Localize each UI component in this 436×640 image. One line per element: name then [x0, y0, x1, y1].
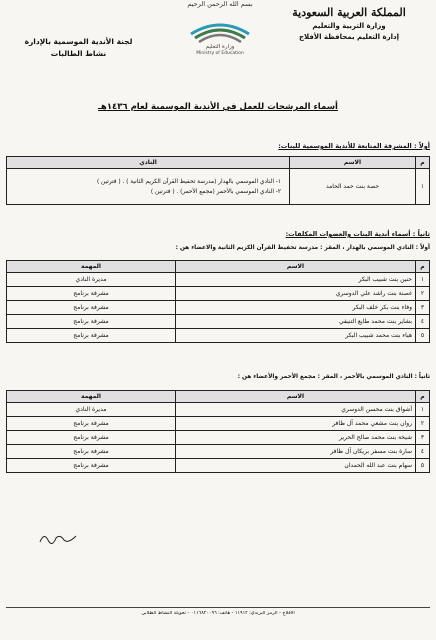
- handwritten-signature: [38, 528, 78, 548]
- ministry-name: وزارة التربية والتعليم: [312, 22, 386, 30]
- row-role: مشرفة برنامج: [7, 315, 176, 329]
- section2-heading: ثانياً : أسماء أندية البنات والعضوات المكلفات:: [285, 230, 430, 238]
- row-role: مشرفة برنامج: [7, 417, 176, 431]
- logo-english-text: Ministry of Education: [196, 51, 244, 56]
- row-name: سهام بنت عبد الله الحمدان: [176, 459, 416, 473]
- header-right: [274, 6, 424, 41]
- row-num: ١: [416, 273, 430, 287]
- club2-table: [6, 390, 430, 473]
- row-name: سارة بنت مسفر بريكان آل ظافر: [176, 445, 416, 459]
- logo-arabic-text: وزارة التعليم: [205, 44, 235, 50]
- row-num: ١: [416, 403, 430, 417]
- row-num: ٢: [416, 287, 430, 301]
- header-left: [16, 34, 141, 58]
- row-role: مشرفة برنامج: [7, 301, 176, 315]
- table-row: [7, 329, 430, 343]
- row-role: مشرفة برنامج: [7, 459, 176, 473]
- row-num: ١: [416, 169, 430, 205]
- row-num: ٥: [416, 329, 430, 343]
- admin-name: إدارة التعليم بمحافظة الأفلاج: [298, 33, 400, 41]
- col-name: الاسم: [176, 391, 416, 403]
- row-num: ٤: [416, 445, 430, 459]
- row-name: أشواق بنت محسن الدوسري: [176, 403, 416, 417]
- row-role: مشرفة برنامج: [7, 431, 176, 445]
- row-name: غصنة بنت راشد علي الدوسري: [176, 287, 416, 301]
- row-clubs: [7, 169, 290, 205]
- footer-address: الأفلاج - الرمز البريدي: ١١٩١٢ - هاتف: ٠١١٦٨٢٠٠٩٦ - تحويلة النشاط الطلابي: [141, 611, 295, 616]
- club-item: ١- النادي الموسمي بالهدار (مدرسة تحفيظ القرآن الكريم الثانية ) . ( فترتين ): [96, 178, 281, 185]
- table-row: [7, 301, 430, 315]
- row-name: روان بنت مشعي محمد آل ظافر: [176, 417, 416, 431]
- row-role: مشرفة برنامج: [7, 329, 176, 343]
- row-num: ٢: [416, 417, 430, 431]
- table-row: [7, 287, 430, 301]
- row-role: مشرفة برنامج: [7, 445, 176, 459]
- row-name: شيخة بنت محمد صالح الحرير: [176, 431, 416, 445]
- row-name: هياء بنت محمد شبيب البكر: [176, 329, 416, 343]
- row-role: مديرة النادي: [7, 273, 176, 287]
- kingdom-name: المملكة العربية السعودية: [292, 6, 406, 19]
- col-club: النادي: [7, 157, 290, 169]
- table-row: [7, 315, 430, 329]
- row-num: ٣: [416, 301, 430, 315]
- col-num: م: [416, 157, 430, 169]
- footer-divider: [6, 607, 430, 608]
- basmala: بسم الله الرحمن الرحيم: [187, 0, 253, 8]
- table-row: [7, 169, 430, 205]
- row-role: مديرة النادي: [7, 403, 176, 417]
- row-name: حنين بنت شبيب البكر: [176, 273, 416, 287]
- col-role: المهمة: [7, 261, 176, 273]
- activity-name: نشاط الطالبات: [50, 49, 107, 58]
- club1-heading: أولاً : النادي الموسمي بالهدار ، المقر : مدرسة تحفيظ القرآن الكريم الثانية والاعضاء هن :: [175, 245, 430, 251]
- row-name: بشاير بنت محمد طايع التنيفي: [176, 315, 416, 329]
- row-num: ٥: [416, 459, 430, 473]
- ministry-logo: [170, 12, 270, 64]
- table-row: [7, 431, 430, 445]
- col-role: المهمة: [7, 391, 176, 403]
- table-row: [7, 417, 430, 431]
- col-num: م: [416, 391, 430, 403]
- section1-heading: أولاً : المشرفة المتابعة للأندية الموسمية للبنات:: [278, 142, 430, 150]
- committee-name: لجنة الأندية الموسمية بالإدارة: [24, 37, 133, 46]
- col-name: الاسم: [290, 157, 416, 169]
- supervisor-table: [6, 156, 430, 205]
- row-name: حصة بنت حمد الحامد: [290, 169, 416, 205]
- table-row: [7, 445, 430, 459]
- club2-heading: ثانياً : النادي الموسمي بالأحمر ، المقر : مجمع الأحمر والأعضاء هن :: [237, 374, 430, 380]
- table-row: [7, 273, 430, 287]
- table-row: [7, 459, 430, 473]
- col-name: الاسم: [176, 261, 416, 273]
- row-name: وفاء بنت بكر خلف البكر: [176, 301, 416, 315]
- book-logo-icon: [185, 12, 255, 44]
- row-num: ٣: [416, 431, 430, 445]
- club-item: ٢- النادي الموسمي بالأحمر (مجمع الأحمر) . ( فترتين ): [150, 188, 281, 195]
- table-row: [7, 403, 430, 417]
- col-num: م: [416, 261, 430, 273]
- row-role: مشرفة برنامج: [7, 287, 176, 301]
- club1-table: [6, 260, 430, 343]
- document-title: أسماء المرشحات للعمل في الأندية الموسمية لعام ١٤٣٦هـ: [98, 102, 338, 112]
- row-num: ٤: [416, 315, 430, 329]
